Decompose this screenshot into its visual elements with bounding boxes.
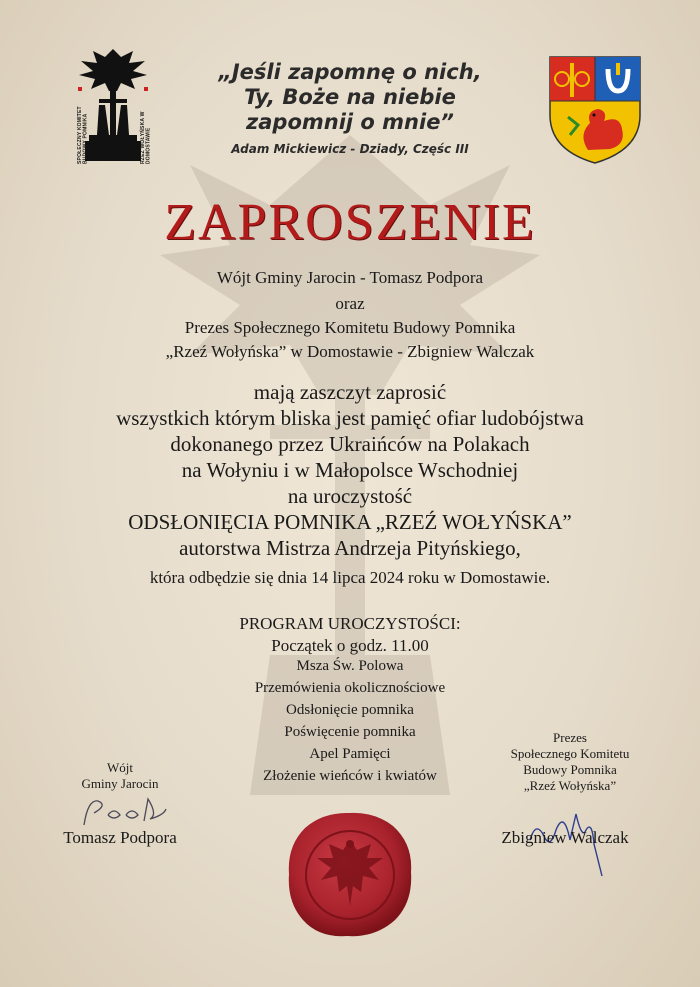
quote-author: Adam Mickiewicz - Dziady, Częśc III — [231, 142, 469, 156]
program-start: Początek o godz. 11.00 — [271, 636, 429, 655]
signature-left-name: Tomasz Podpora — [63, 828, 177, 847]
signature-right-role-line-1: Prezes — [553, 730, 587, 745]
invitation-line-5: na uroczystość — [287, 484, 413, 508]
program-item: Przemówienia okolicznościowe — [254, 680, 446, 696]
quote-block — [180, 60, 520, 135]
logo-right-text: RZEŹ WOŁYŃSKA W DOMOSTAWIE — [140, 111, 152, 164]
host-line-4: „Rzeź Wołyńska” w Domostawie - Zbigniew Walczak — [165, 342, 535, 361]
invitation-line-8: która odbędzie się dnia 14 lipca 2024 roku w Domostawie. — [149, 568, 551, 587]
signature-right-name: Zbigniew Walczak — [501, 828, 629, 847]
invitation-line-3: dokonanego przez Ukraińców na Polakach — [170, 432, 530, 456]
program-item: Poświęcenie pomnika — [284, 724, 416, 740]
signature-left-role-line-2: Gminy Jarocin — [81, 776, 159, 791]
invitation-line-6: ODSŁONIĘCIA POMNIKA „RZEŹ WOŁYŃSKA” — [128, 510, 572, 534]
signature-left-role-line-1: Wójt — [107, 760, 133, 775]
page-title: ZAPROSZENIE — [164, 194, 536, 251]
invitation-line-2: wszystkich którym bliska jest pamięć ofiar ludobójstwa — [116, 406, 584, 430]
signature-right-role — [495, 730, 645, 794]
program-heading: PROGRAM UROCZYSTOŚCI: — [239, 614, 461, 633]
coat-of-arms-icon — [548, 55, 642, 165]
signature-right-role-line-4: „Rzeź Wołyńska” — [523, 778, 617, 793]
program-item: Złożenie wieńców i kwiatów — [263, 768, 437, 784]
host-line-3: Prezes Społecznego Komitetu Budowy Pomnika — [184, 318, 516, 337]
logo-left-text: SPOŁECZNY KOMITET BUDOWY POMNIKA — [77, 106, 89, 164]
program-item: Msza Św. Polowa — [296, 658, 404, 674]
invitation-line-4: na Wołyniu i w Małopolsce Wschodniej — [181, 458, 519, 482]
wax-seal-eagle-icon — [285, 810, 415, 940]
signature-left-scribble-icon — [78, 795, 168, 831]
signature-right-role-line-3: Budowy Pomnika — [523, 762, 617, 777]
host-line-1: Wójt Gminy Jarocin - Tomasz Podpora — [216, 268, 484, 287]
quote-line-2: Ty, Boże na niebie — [244, 85, 456, 109]
quote-line-1: „Jeśli zapomnę o nich, — [218, 60, 482, 84]
invitation-line-7: autorstwa Mistrza Andrzeja Pityńskiego, — [179, 536, 521, 560]
signature-left-role — [55, 760, 185, 792]
quote-line-3: zapomnij o mnie” — [246, 110, 454, 134]
signature-right-role-line-2: Społecznego Komitetu — [510, 746, 630, 761]
host-line-2: oraz — [335, 294, 365, 313]
program-item: Odsłonięcie pomnika — [286, 702, 414, 718]
invitation-line-1: mają zaszczyt zaprosić — [253, 380, 447, 404]
program-item: Apel Pamięci — [309, 746, 391, 762]
